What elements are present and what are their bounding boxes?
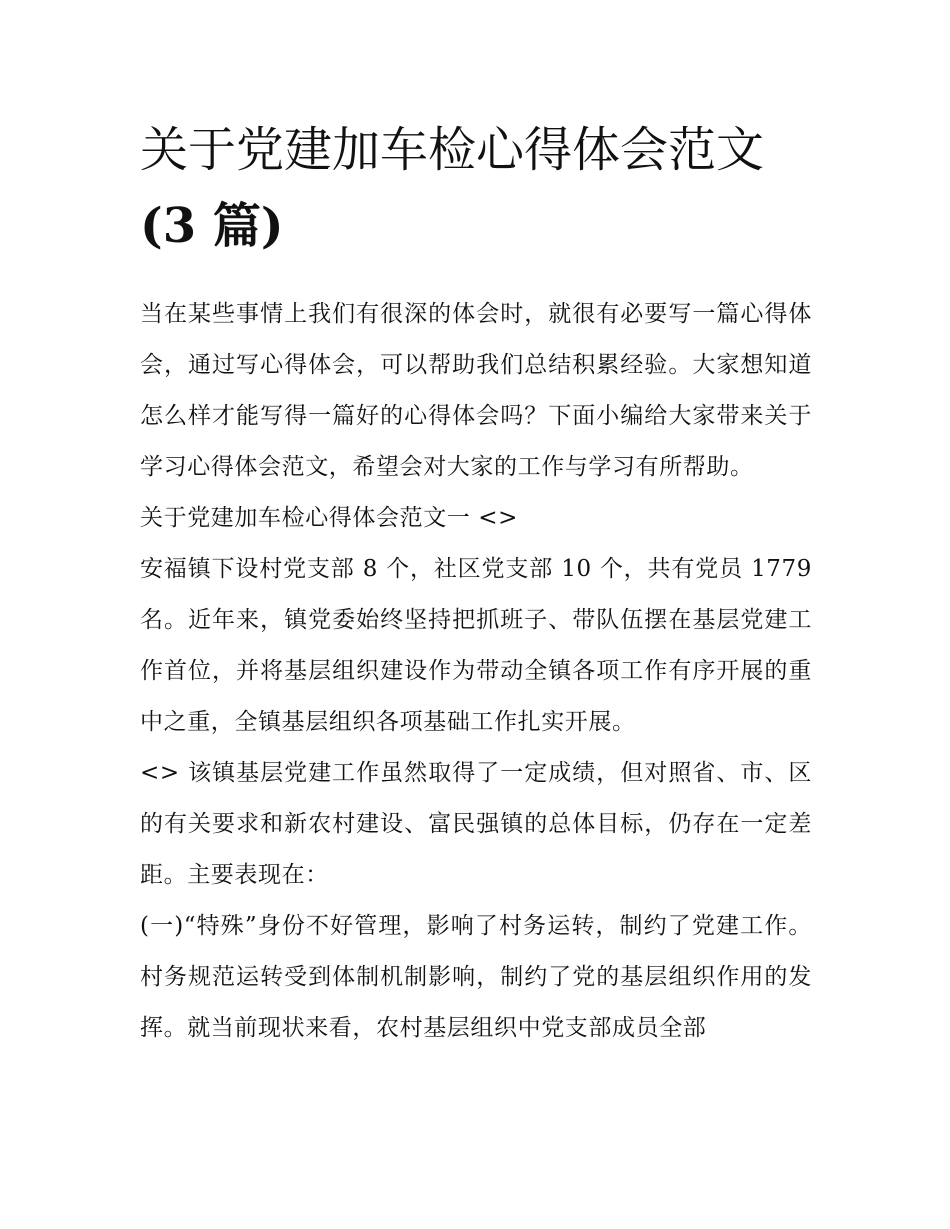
document-body (140, 289, 812, 1054)
title-line-1: 关于党建加车检心得体会范文 (140, 122, 765, 178)
document-content (140, 112, 812, 1054)
title-line-2: (3 篇) (140, 198, 284, 254)
section-heading: 关于党建加车检心得体会范文一 <> (140, 505, 519, 531)
body-paragraph: 安福镇下设村党支部 8 个，社区党支部 10 个，共有党员 1779 名。近年来，镇党委始终坚持把抓班子、带队伍摆在基层党建工作首位，并将基层组织建设作为带动全镇各项工作有序开展的重中之重，全镇基层组织各项基础工作扎实开展。 (140, 556, 812, 735)
body-paragraph: <> 该镇基层党建工作虽然取得了一定成绩，但对照省、市、区的有关要求和新农村建设、富民强镇的总体目标，仍存在一定差距。主要表现在： (140, 760, 812, 888)
document-title (140, 112, 812, 264)
intro-paragraph: 当在某些事情上我们有很深的体会时，就很有必要写一篇心得体会，通过写心得体会，可以帮助我们总结积累经验。大家想知道怎么样才能写得一篇好的心得体会吗？下面小编给大家带来关于学习心得体会范文，希望会对大家的工作与学习有所帮助。 (140, 301, 812, 480)
body-paragraph: (一)“特殊”身份不好管理，影响了村务运转，制约了党建工作。村务规范运转受到体制机制影响，制约了党的基层组织作用的发挥。就当前现状来看，农村基层组织中党支部成员全部 (140, 913, 812, 1041)
